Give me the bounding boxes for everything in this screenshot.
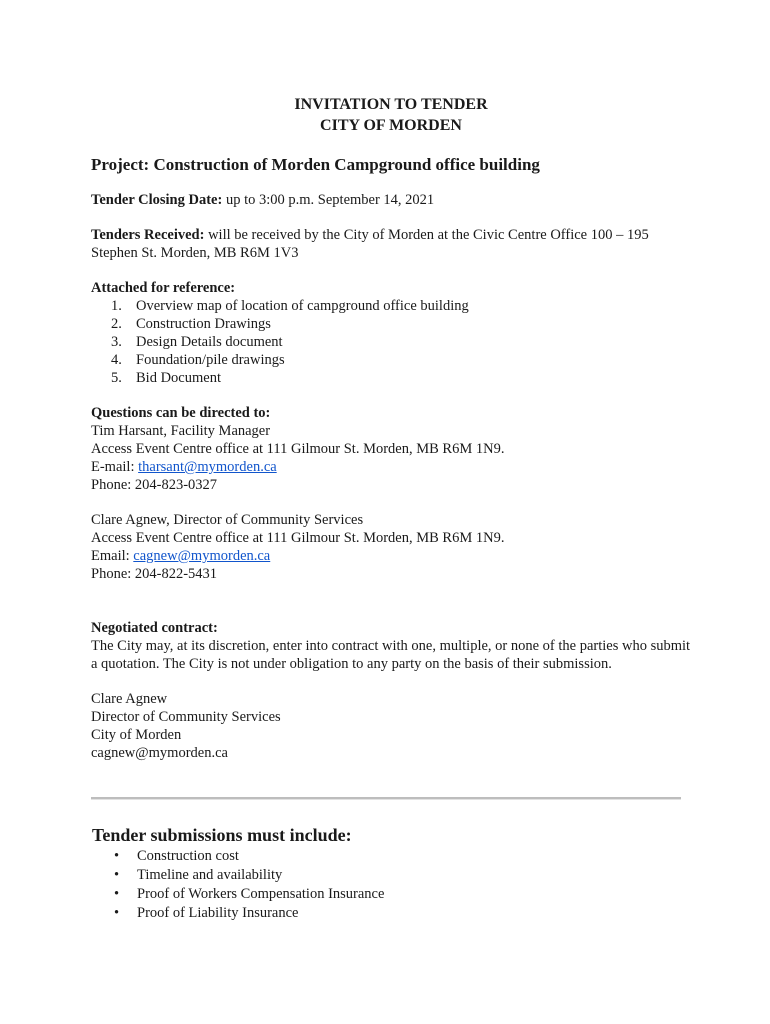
contact1-phone: Phone: 204-823-0327 xyxy=(91,477,218,493)
list-item-text: Proof of Workers Compensation Insurance xyxy=(137,886,385,902)
contact1-email-link[interactable]: tharsant@mymorden.ca xyxy=(138,459,277,475)
attached-section xyxy=(91,279,691,387)
project-heading: Project: Construction of Morden Campground office building xyxy=(91,155,540,174)
list-item-number: 1. xyxy=(111,298,122,314)
document-title: INVITATION TO TENDER xyxy=(294,96,488,113)
contact1-address: Access Event Centre office at 111 Gilmour St. Morden, MB R6M 1N9. xyxy=(91,441,505,457)
signoff-block xyxy=(91,690,691,762)
list-item-number: 5. xyxy=(111,370,122,386)
list-item-text: Construction cost xyxy=(137,848,239,864)
list-item-text: Construction Drawings xyxy=(136,316,271,332)
list-item xyxy=(91,297,691,315)
contact1-email-line xyxy=(91,458,691,476)
attached-list xyxy=(91,297,691,387)
list-item-text: Design Details document xyxy=(136,334,283,350)
questions-label: Questions can be directed to: xyxy=(91,405,271,421)
list-item-text: Bid Document xyxy=(136,370,221,386)
list-item xyxy=(92,866,692,885)
tenders-received-value: will be received by the City of Morden at the Civic Centre Office 100 – 195 Stephen St. Morden, MB R6M 1V3 xyxy=(91,227,649,261)
list-item-text: Overview map of location of campground office building xyxy=(136,298,469,314)
signoff-email: cagnew@mymorden.ca xyxy=(91,745,228,761)
negotiated-label: Negotiated contract: xyxy=(91,620,218,636)
list-item-number: 3. xyxy=(111,334,122,350)
list-item-number: 2. xyxy=(111,316,122,332)
contact1-name: Tim Harsant, Facility Manager xyxy=(91,423,271,439)
list-item xyxy=(92,885,692,904)
tenders-received xyxy=(91,226,691,262)
tenders-received-label: Tenders Received: xyxy=(91,227,205,243)
submissions-section xyxy=(92,823,692,923)
bullet-icon: • xyxy=(114,886,120,902)
contact1-email-label: E-mail: xyxy=(91,459,139,475)
list-item xyxy=(91,315,691,333)
contact2-block xyxy=(91,511,691,583)
list-item xyxy=(92,904,692,923)
negotiated-body: The City may, at its discretion, enter into contract with one, multiple, or none of the parties who submit a quotation. The City is not under obligation to any party on the basis of their submission. xyxy=(91,638,691,672)
questions-section xyxy=(91,404,691,583)
list-item xyxy=(91,333,691,351)
bullet-icon: • xyxy=(114,905,120,921)
contact2-phone: Phone: 204-822-5431 xyxy=(91,566,218,582)
bullet-icon: • xyxy=(114,867,120,883)
contact2-address: Access Event Centre office at 111 Gilmour St. Morden, MB R6M 1N9. xyxy=(91,530,505,546)
signoff-title: Director of Community Services xyxy=(91,709,281,725)
list-item xyxy=(91,369,691,387)
signoff-org: City of Morden xyxy=(91,727,182,743)
submissions-heading: Tender submissions must include: xyxy=(92,825,352,845)
contact2-email-link[interactable]: cagnew@mymorden.ca xyxy=(133,548,271,564)
contact2-name: Clare Agnew, Director of Community Services xyxy=(91,512,364,528)
section-divider xyxy=(91,797,681,800)
closing-date-label: Tender Closing Date: xyxy=(91,192,223,208)
contact2-email-label: Email: xyxy=(91,548,134,564)
closing-date xyxy=(91,191,691,209)
bullet-icon: • xyxy=(114,848,120,864)
list-item-text: Foundation/pile drawings xyxy=(136,352,285,368)
attached-label: Attached for reference: xyxy=(91,280,236,296)
list-item-text: Timeline and availability xyxy=(137,867,283,883)
contact2-email-line xyxy=(91,547,691,565)
document-subtitle: CITY OF MORDEN xyxy=(320,117,462,134)
negotiated-section xyxy=(91,619,691,673)
list-item xyxy=(92,847,692,866)
signoff-name: Clare Agnew xyxy=(91,691,168,707)
list-item xyxy=(91,351,691,369)
submissions-list xyxy=(92,847,692,923)
list-item-number: 4. xyxy=(111,352,122,368)
document-body xyxy=(91,94,691,762)
list-item-text: Proof of Liability Insurance xyxy=(137,905,299,921)
closing-date-value: up to 3:00 p.m. September 14, 2021 xyxy=(222,192,435,208)
